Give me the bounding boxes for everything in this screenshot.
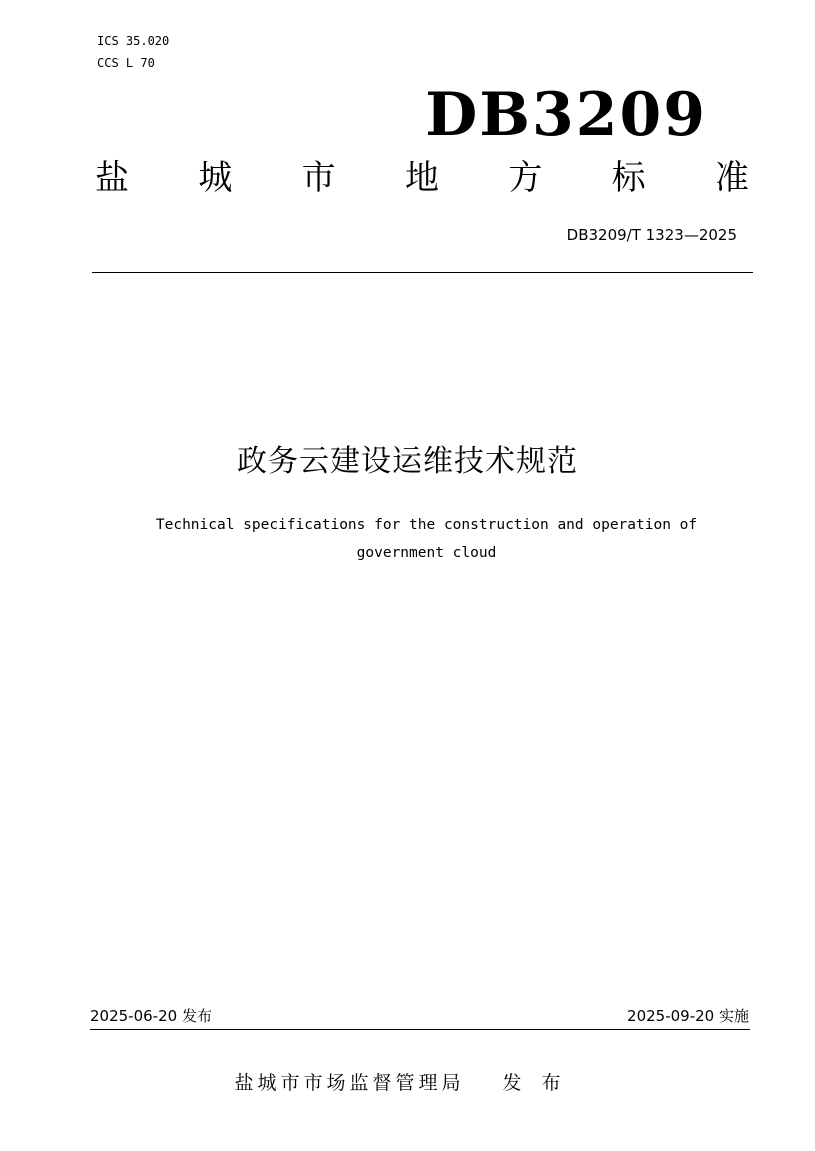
- category-char: 市: [301, 158, 336, 198]
- issuer-name: 盐城市市场监督管理局: [234, 1072, 465, 1094]
- implementation-date: 2025-09-20 实施: [627, 1007, 749, 1025]
- document-title-chinese: 政务云建设运维技术规范: [237, 444, 578, 479]
- ics-code: ICS 35.020: [97, 34, 170, 48]
- footer-divider: [90, 1029, 750, 1030]
- category-char: 地: [404, 158, 439, 198]
- issuing-authority: [0, 1070, 815, 1096]
- category-char: 城: [198, 158, 233, 198]
- category-char: 盐: [95, 158, 129, 198]
- category-char: 方: [508, 158, 543, 198]
- ccs-code: CCS L 70: [97, 56, 155, 70]
- issuer-action: 发布: [502, 1072, 581, 1094]
- standard-number: DB3209/T 1323—2025: [566, 226, 737, 244]
- header-divider: [92, 272, 753, 273]
- category-char: 准: [714, 158, 749, 198]
- standard-category-heading: [92, 152, 752, 204]
- publish-date: 2025-06-20 发布: [90, 1007, 212, 1025]
- document-title-english: Technical specifications for the construction and operation of government cloud: [155, 517, 698, 561]
- standard-code-logo: DB3209: [425, 80, 707, 150]
- category-char: 标: [611, 158, 646, 198]
